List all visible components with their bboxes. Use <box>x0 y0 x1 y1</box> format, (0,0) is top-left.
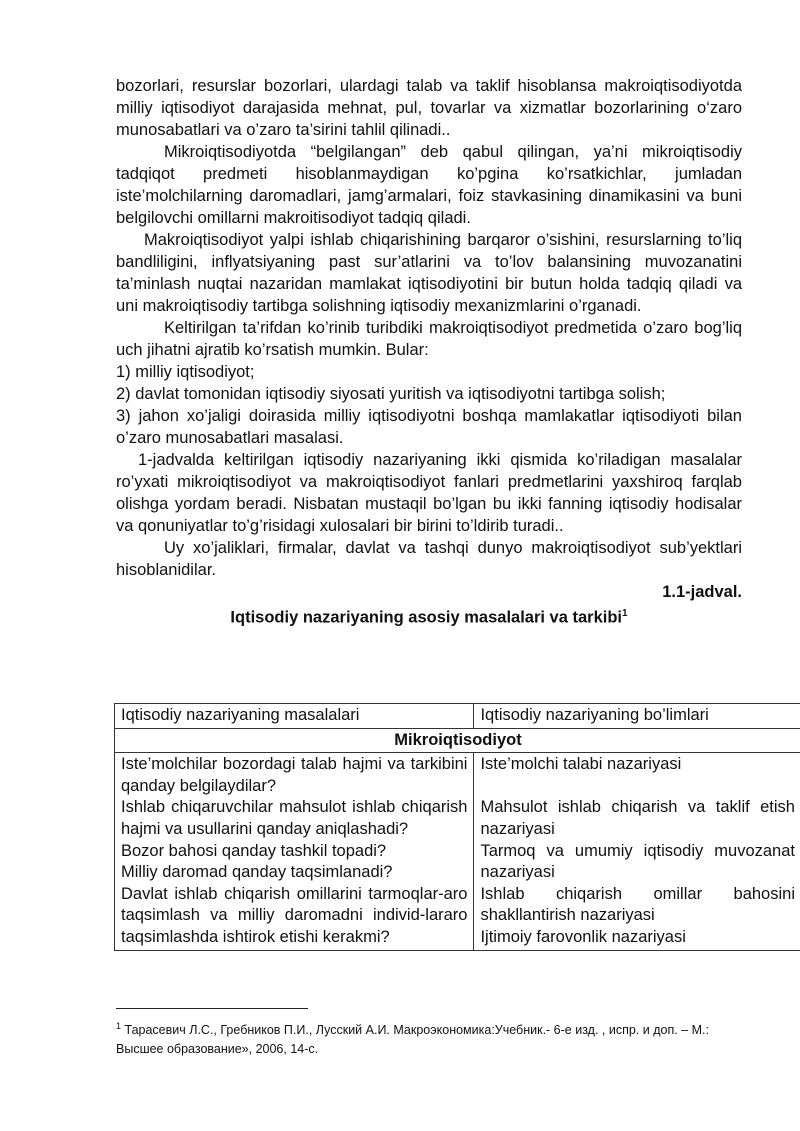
table-section-row <box>115 728 800 753</box>
issue-item: Ishlab chiqaruvchilar mahsulot ishlab chiqarish hajmi va usullarini qanday aniqlashadi? <box>121 798 468 838</box>
spacer <box>480 776 795 798</box>
list-item-3: 3) jahon xo’jaligi doirasida milliy iqtisodiyotni boshqa mamlakatlar iqtisodiyoti bilan o’zaro munosabatlari masalasi. <box>116 407 742 447</box>
body-text <box>116 75 742 629</box>
paragraph-5: 1-jadvalda keltirilgan iqtisodiy nazariyaning ikki qismida ko’riladigan masalalar ro’yxati mikroiqtisodiyot va makroiqtisodiyot fanlari predmetlarini yaxshiroq farqlab olishga yordam beradi. Nisbatan mustaqil bo’lgan bu ikki fanning iqtisodiy hodisalar va qonuniyatlar to’g’risidagi xulosalari bir birini to’ldirib turadi.. <box>116 451 742 535</box>
header-issues: Iqtisodiy nazariyaning masalalari <box>115 704 474 729</box>
section-item: Mahsulot ishlab chiqarish va taklif etish nazariyasi <box>480 798 795 838</box>
list-item-1: 1) milliy iqtisodiyot; <box>116 363 255 381</box>
footnote <box>116 1017 756 1059</box>
table-header-row <box>115 704 800 729</box>
section-item: Ijtimoiy farovonlik nazariyasi <box>480 927 686 946</box>
section-item: Iste’molchi talabi nazariyasi <box>480 755 682 774</box>
issues-cell <box>115 753 474 950</box>
issue-item: Milliy daromad qanday taqsimlanadi? <box>121 863 393 882</box>
paragraph-3: Makroiqtisodiyot yalpi ishlab chiqarishining barqaror o’sishini, resurslarning to’liq bandliligini, inflyatsiyaning past sur’atlarini va to’lov balansining muvozanatini ta’minlash nuqtai nazaridan mamlakat iqtisodiyotini bir butun holda tadqiq qiladi va uni makroiqtisodiy tartibga solishning iqtisodiy mexanizmlarini o’rganadi. <box>116 231 742 315</box>
table-title-text: Iqtisodiy nazariyaning asosiy masalalari va tarkibi <box>230 608 623 627</box>
issue-item: Davlat ishlab chiqarish omillarini tarmoqlar-aro taqsimlash va milliy daromadni individ-lararo taqsimlashda ishtirok etishi kerakmi? <box>121 884 468 946</box>
section-microeconomics: Mikroiqtisodiyot <box>115 728 800 753</box>
table-row <box>115 753 800 950</box>
issues-table <box>114 703 800 951</box>
section-item: Ishlab chiqarish omillar bahosini shakllantirish nazariyasi <box>480 884 795 925</box>
footnote-separator <box>116 1008 308 1009</box>
issue-item: Bozor bahosi qanday tashkil topadi? <box>121 841 387 860</box>
table-title <box>116 603 742 629</box>
list-item-2: 2) davlat tomonidan iqtisodiy siyosati yuritish va iqtisodiyotni tartibga solish; <box>116 385 666 403</box>
footnote-mark: 1 <box>116 1021 122 1031</box>
section-item: Tarmoq va umumiy iqtisodiy muvozanat nazariyasi <box>480 841 795 882</box>
paragraph-6: Uy xo’jaliklari, firmalar, davlat va tashqi dunyo makroiqtisodiyot sub’yektlari hisoblanidilar. <box>116 539 742 579</box>
issue-item: Iste’molchilar bozordagi talab hajmi va tarkibini qanday belgilaydilar? <box>121 755 468 795</box>
footnote-ref: 1 <box>622 608 628 619</box>
sections-cell <box>474 753 800 950</box>
paragraph-4: Keltirilgan ta’rifdan ko’rinib turibdiki makroiqtisodiyot predmetida o’zaro bog’liq uch jihatni ajratib ko’rsatish mumkin. Bular: <box>116 319 742 359</box>
paragraph-2: Mikroiqtisodiyotda “belgilangan” deb qabul qilingan, ya’ni mikroiqtisodiy tadqiqot predmeti hisoblanmaydigan ko’pgina ko’rsatkichlar, jumladan iste’molchilarning daromadlari, jamg’armalari, foiz stavkasining dinamikasini va buni belgilovchi omillarni makroitisodiyot tadqiq qiladi. <box>116 143 742 227</box>
header-sections: Iqtisodiy nazariyaning bo’limlari <box>474 704 800 729</box>
table-number: 1.1-jadval. <box>662 583 742 601</box>
paragraph-1: bozorlari, resurslar bozorlari, ulardagi talab va taklif hisoblansa makroiqtisodiyotda milliy iqtisodiyot darajasida mehnat, pul, tovarlar va xizmatlar bozorlarining o‘zaro munosabatlari va o’zaro ta’sirini tahlil qilinadi.. <box>116 77 742 139</box>
footnote-text: Тарасевич Л.С., Гребников П.И., Лусский А.И. Макроэкономика:Учебник.- 6-е изд. , испр. и доп. – М.: Высшее образование», 2006, 14-с. <box>116 1023 709 1057</box>
